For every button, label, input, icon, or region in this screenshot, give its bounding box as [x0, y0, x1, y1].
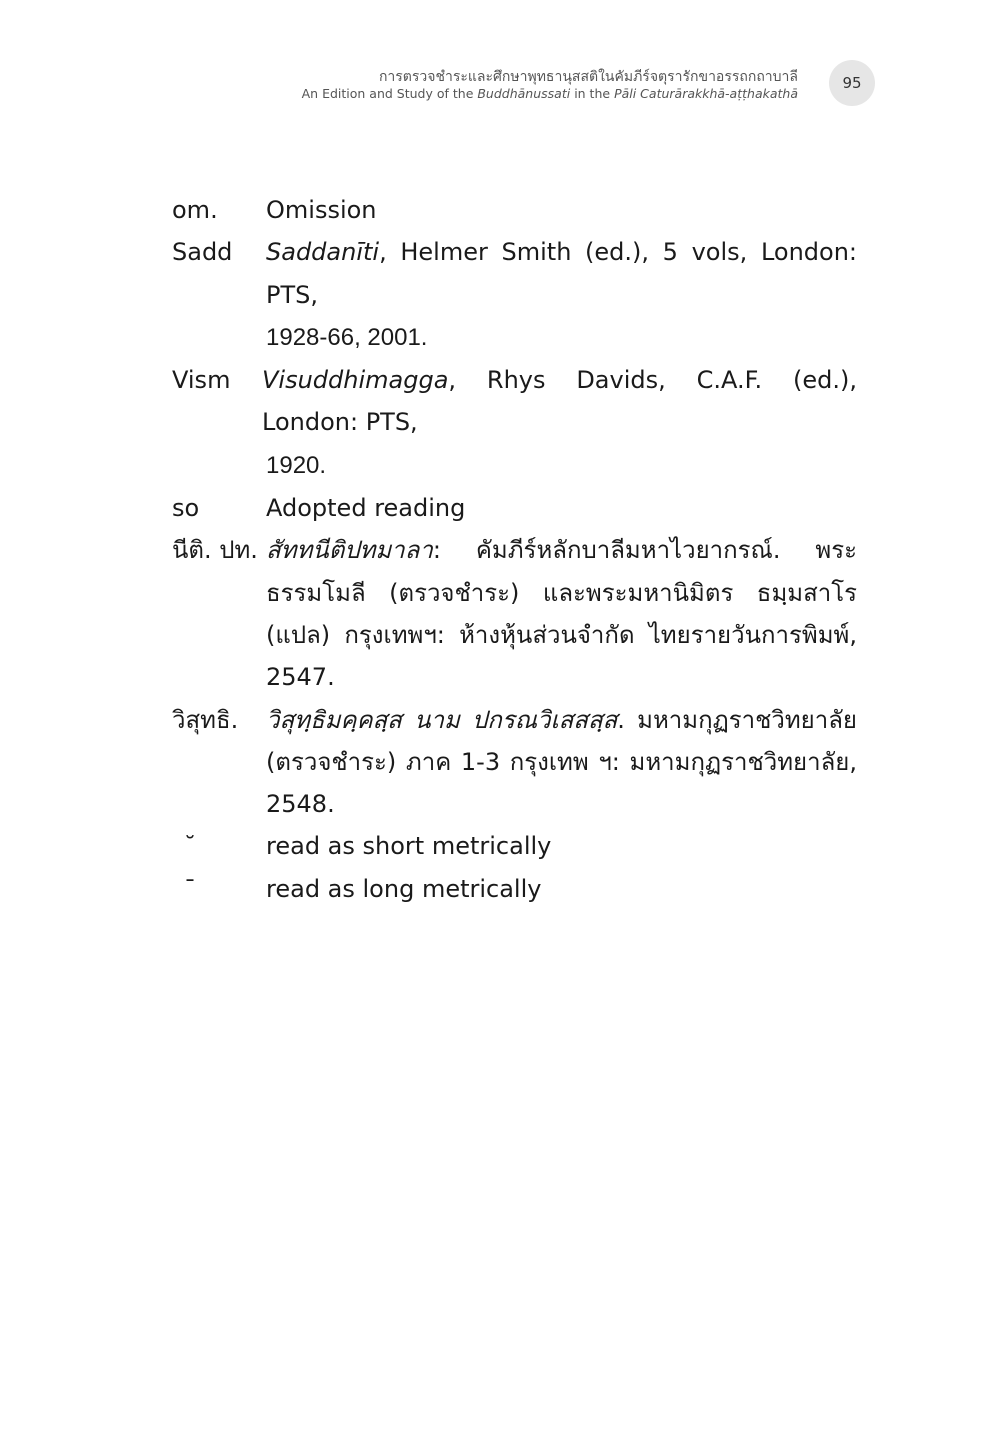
- abbreviation-definition: read as short metrically: [266, 832, 552, 861]
- work-title: วิสุทฺธิมคฺคสฺส นาม ปกรณวิเสสสฺส: [266, 705, 618, 734]
- abbreviation-term: Vism: [172, 366, 231, 395]
- page-number: 95: [842, 74, 862, 92]
- citation-details: . มหามกุฏราชวิทยาลัย (ตรวจชำระ) ภาค 1-3 กรุงเทพ ฯ: มหามกุฏราชวิทยาลัย, 2548.: [266, 705, 857, 819]
- macron-symbol: ˉ: [184, 874, 196, 903]
- abbreviation-list: [172, 189, 857, 910]
- running-head-english-prefix: An Edition and Study of the: [301, 86, 478, 102]
- abbreviation-definition: [266, 231, 857, 359]
- citation-details: : คัมภีร์หลักบาลีมหาไวยากรณ์. พระธรรมโมลี (ตรวจชำระ) และพระมหานิมิตร ธมฺมสาโร (แปล) กรุงเทพฯ: ห้างหุ้นส่วนจำกัด ไทยรายวันการพิมพ์, 2547.: [266, 536, 857, 692]
- page-number-badge: [829, 60, 875, 106]
- citation-dates: 1920.: [266, 451, 327, 479]
- abbreviation-entry-visuddhi: [172, 699, 857, 826]
- running-head-english-mid: in the: [570, 86, 615, 102]
- running-head-work-title: Buddhānussati: [477, 86, 571, 102]
- abbreviation-entry-long-mark: [172, 868, 857, 910]
- abbreviation-definition: [266, 529, 857, 698]
- running-head-english-title: [302, 86, 798, 102]
- running-head-text-title: Pāli Caturārakkhā-aṭṭhakathā: [614, 86, 798, 102]
- abbreviation-term: so: [172, 494, 200, 523]
- citation-details: , Helmer Smith (ed.), 5 vols, London: PTS,: [266, 238, 857, 309]
- breve-symbol: ˘: [184, 832, 196, 861]
- abbreviation-term: นีติ. ปท.: [172, 536, 258, 565]
- work-title: สัททนีติปทมาลา: [266, 536, 433, 565]
- citation-dates: 1928-66, 2001.: [266, 323, 428, 351]
- abbreviation-entry-niti-pada: [172, 529, 857, 698]
- abbreviation-definition: Omission: [266, 196, 377, 224]
- work-title: Saddanīti: [266, 238, 380, 267]
- work-title: Visuddhimagga: [262, 366, 449, 395]
- running-head-thai-title: การตรวจชำระและศึกษาพุทธานุสสติในคัมภีร์จตุรารักขาอรรถกถาบาลี: [378, 69, 798, 85]
- abbreviation-term: Sadd: [172, 238, 233, 267]
- running-head: [302, 68, 798, 102]
- abbreviation-term: วิสุทธิ.: [172, 705, 239, 734]
- abbreviation-entry-vism: [172, 359, 857, 487]
- abbreviation-entry-short-mark: [172, 825, 857, 867]
- abbreviation-entry-om: [172, 189, 857, 231]
- citation-details: , Rhys Davids, C.A.F. (ed.), London: PTS,: [262, 366, 857, 437]
- abbreviation-term: om.: [172, 196, 218, 224]
- abbreviation-definition: read as long metrically: [266, 874, 542, 903]
- abbreviation-definition: [262, 359, 857, 487]
- abbreviation-entry-so: [172, 487, 857, 529]
- abbreviation-entry-sadd: [172, 231, 857, 359]
- abbreviation-definition: Adopted reading: [266, 494, 466, 523]
- abbreviation-definition: [266, 699, 857, 826]
